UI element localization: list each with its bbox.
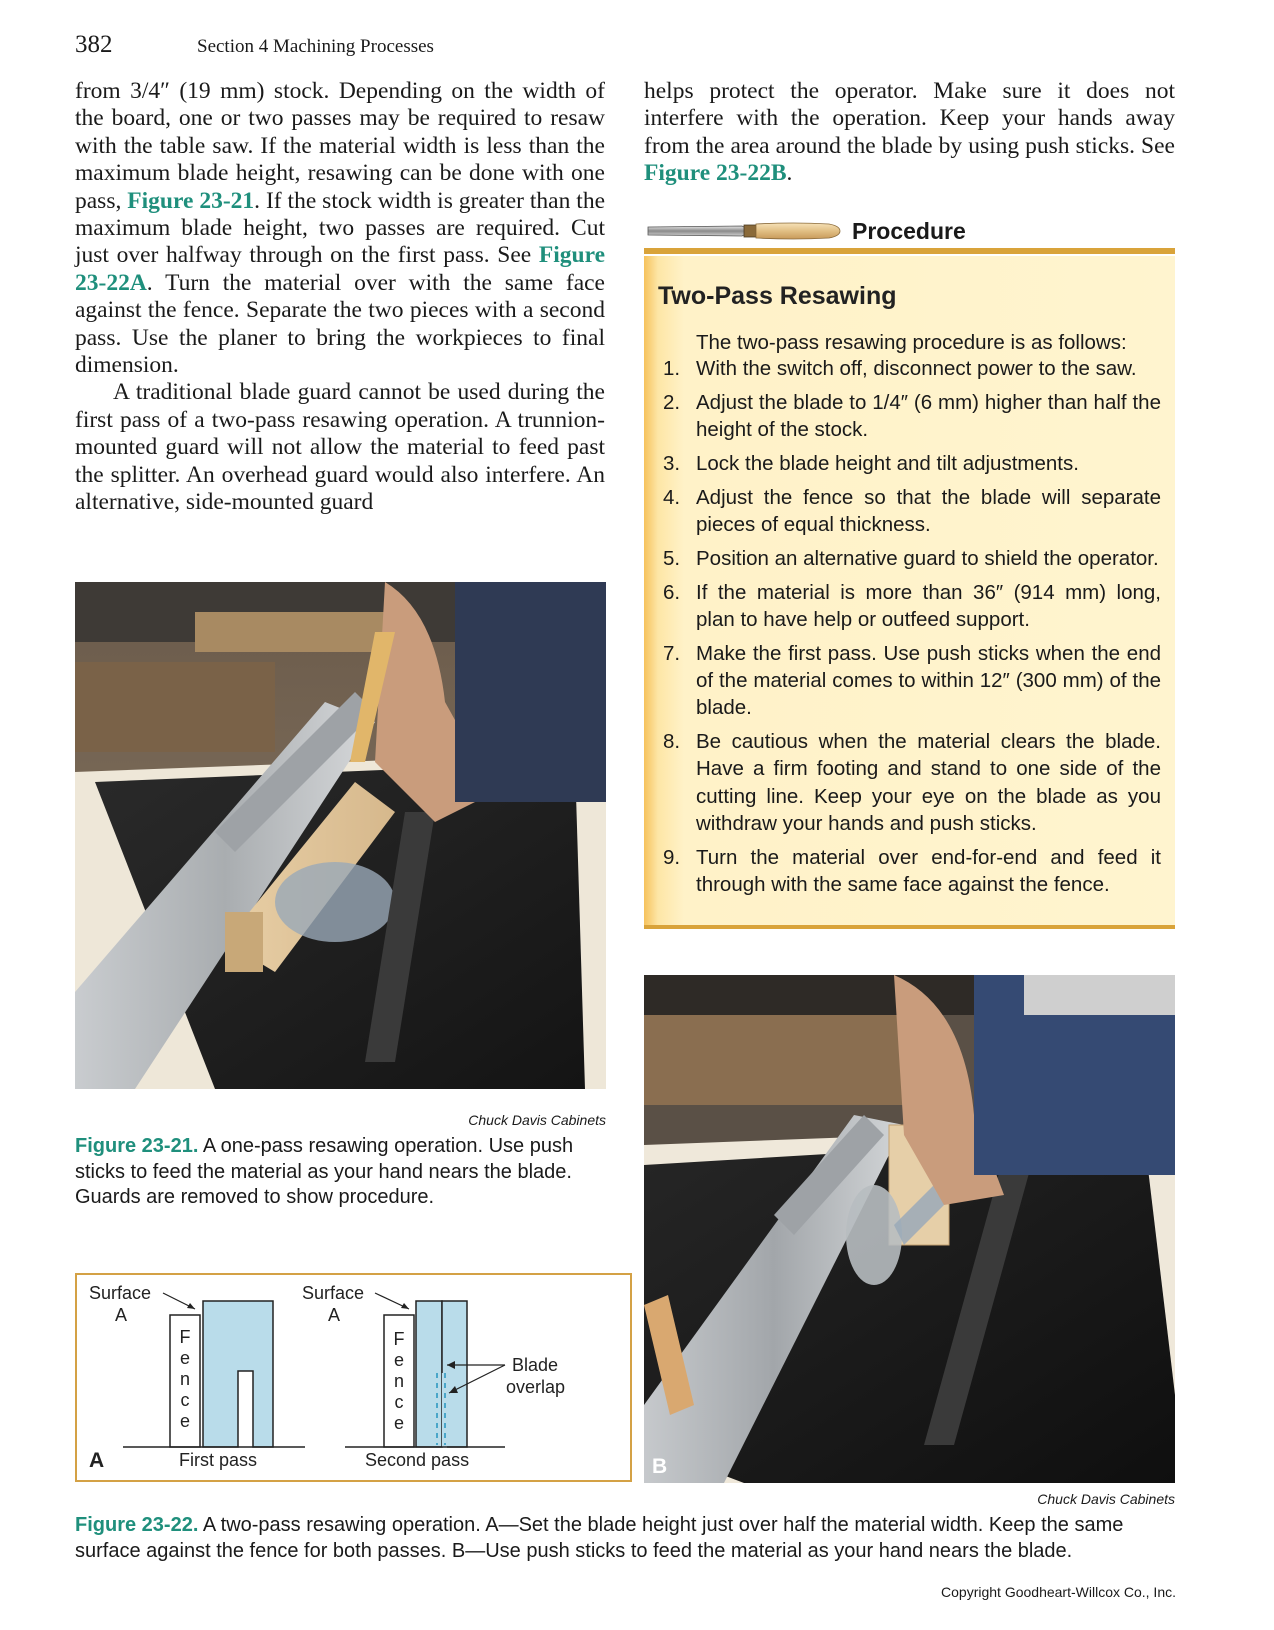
procedure-title: Two-Pass Resawing bbox=[658, 282, 897, 310]
fence-letter: F bbox=[393, 1329, 405, 1349]
diagram-label-first-pass: First pass bbox=[179, 1450, 258, 1470]
procedure-step bbox=[644, 728, 1175, 837]
procedure-steps bbox=[644, 355, 1175, 905]
figure-link[interactable]: Figure 23-22A bbox=[75, 242, 605, 296]
fence-letter: e bbox=[393, 1350, 405, 1370]
photo-credit: Chuck Davis Cabinets bbox=[1037, 1491, 1175, 1507]
two-pass-diagram bbox=[75, 1273, 632, 1482]
photo-credit: Chuck Davis Cabinets bbox=[468, 1112, 606, 1128]
page-number: 382 bbox=[75, 31, 113, 58]
procedure-step bbox=[644, 844, 1175, 899]
step-text: Adjust the fence so that the blade will separate pieces of equal thickness. bbox=[696, 485, 1161, 536]
left-column-text bbox=[75, 78, 605, 517]
table-saw-photo bbox=[644, 975, 1175, 1483]
step-text: If the material is more than 36″ (914 mm) long, plan to have help or outfeed support. bbox=[696, 580, 1161, 631]
fence-letter: c bbox=[394, 1392, 404, 1412]
figure-label: Figure 23-22. bbox=[75, 1514, 199, 1536]
step-number: 6. bbox=[663, 580, 681, 604]
step-text: With the switch off, disconnect power to the saw. bbox=[696, 357, 1137, 380]
step-number: 9. bbox=[663, 845, 681, 869]
diagram-label-fence-right bbox=[394, 1329, 405, 1433]
paragraph: helps protect the operator. Make sure it does not interfere with the operation. Keep your hands away from the area around the blade by using push sticks. See Figure 23-22B. bbox=[644, 78, 1175, 187]
procedure-step bbox=[644, 355, 1175, 382]
procedure-label: Procedure bbox=[852, 218, 966, 244]
figure-caption: Figure 23-21. A one-pass resawing operation. Use push sticks to feed the material as your hand nears the blade. Guards are removed to show procedure. bbox=[75, 1135, 574, 1208]
diagram-label-overlap: overlap bbox=[506, 1377, 566, 1397]
procedure-step bbox=[644, 545, 1175, 572]
diagram-label-surface-letter: A bbox=[115, 1305, 128, 1325]
photo-one-pass-resawing bbox=[75, 582, 606, 1089]
figure-label: Figure 23-21. bbox=[75, 1135, 199, 1157]
diagram-label-second-pass: Second pass bbox=[365, 1450, 470, 1470]
fence-letter: e bbox=[393, 1413, 405, 1433]
procedure-intro: The two-pass resawing procedure is as follows: bbox=[696, 331, 1127, 354]
procedure-box bbox=[644, 256, 1175, 929]
figure-caption: Figure 23-22. A two-pass resawing operation. A—Set the blade height just over half the material width. Keep the same surface against the fence for both passes. B—Use push sticks to feed the material as your hand nears the blade. bbox=[75, 1514, 1124, 1562]
procedure-step bbox=[644, 450, 1175, 477]
right-column-text bbox=[644, 78, 1175, 188]
copyright-notice: Copyright Goodheart-Willcox Co., Inc. bbox=[941, 1584, 1176, 1600]
step-number: 1. bbox=[663, 357, 681, 380]
step-number: 8. bbox=[663, 730, 681, 754]
step-number: 2. bbox=[663, 390, 681, 414]
photo-two-pass-resawing bbox=[644, 975, 1175, 1483]
paragraph: A traditional blade guard cannot be used during the first pass of a two-pass resawing operation. A trunnion-mounted guard will not allow the material to feed past the splitter. An overhead guard would also interfere. An alternative, side-mounted guard bbox=[75, 379, 605, 516]
step-text: Turn the material over end-for-end and feed it through with the same face against the fence. bbox=[696, 845, 1161, 897]
procedure-step bbox=[644, 484, 1175, 539]
fence-letter: c bbox=[180, 1390, 190, 1410]
table-saw-photo bbox=[75, 582, 606, 1089]
fence-letter: n bbox=[179, 1369, 191, 1389]
procedure-step bbox=[644, 389, 1175, 444]
section-header: Section 4 Machining Processes bbox=[197, 36, 434, 57]
procedure-rule bbox=[644, 248, 1175, 254]
chisel-icon bbox=[644, 218, 844, 244]
procedure-header bbox=[644, 212, 1175, 252]
procedure-step bbox=[644, 640, 1175, 722]
diagram-panel-label: A bbox=[89, 1449, 105, 1472]
diagram-label-surface: Surface bbox=[89, 1283, 152, 1303]
step-number: 7. bbox=[663, 641, 681, 665]
photo-panel-label: B bbox=[652, 1455, 668, 1478]
step-text: Position an alternative guard to shield the operator. bbox=[696, 546, 1159, 570]
figure-link[interactable]: Figure 23-21 bbox=[127, 187, 255, 214]
step-number: 3. bbox=[663, 451, 681, 475]
step-text: Adjust the blade to 1/4″ (6 mm) higher than half the height of the stock. bbox=[696, 390, 1161, 442]
diagram-label-surface-letter: A bbox=[328, 1305, 341, 1325]
fence-letter: e bbox=[179, 1411, 191, 1431]
diagram-label-surface: Surface bbox=[302, 1283, 365, 1303]
step-text: Lock the blade height and tilt adjustments. bbox=[696, 451, 1079, 475]
diagram-label-blade: Blade bbox=[512, 1355, 559, 1375]
step-text: Make the first pass. Use push sticks when the end of the material comes to within 12″ (300 mm) of the blade. bbox=[696, 641, 1161, 720]
procedure-step bbox=[644, 579, 1175, 634]
diagram-label-fence-left bbox=[180, 1327, 191, 1431]
paragraph: from 3/4″ (19 mm) stock. Depending on the width of the board, one or two passes may be required to resaw with the table saw. If the material width is less than the maximum blade height, resawing can be done with one pass, Figure 23-21. If the stock width is greater than the maximum blade height, two passes are required. Cut just over halfway through on the first pass. See Figure 23-22A. Turn the material over with the same face against the fence. Separate the two pieces with a second pass. Use the planer to bring the workpieces to final dimension. bbox=[75, 78, 605, 379]
step-number: 5. bbox=[663, 546, 681, 570]
step-text: Be cautious when the material clears the blade. Have a firm footing and stand to one side of the cutting line. Keep your eye on the blade as you withdraw your hands and push sticks. bbox=[696, 730, 1161, 835]
fence-letter: e bbox=[179, 1348, 191, 1368]
figure-link[interactable]: Figure 23-22B bbox=[644, 160, 787, 187]
fence-letter: F bbox=[179, 1327, 191, 1347]
step-number: 4. bbox=[663, 485, 681, 509]
fence-letter: n bbox=[393, 1371, 405, 1391]
